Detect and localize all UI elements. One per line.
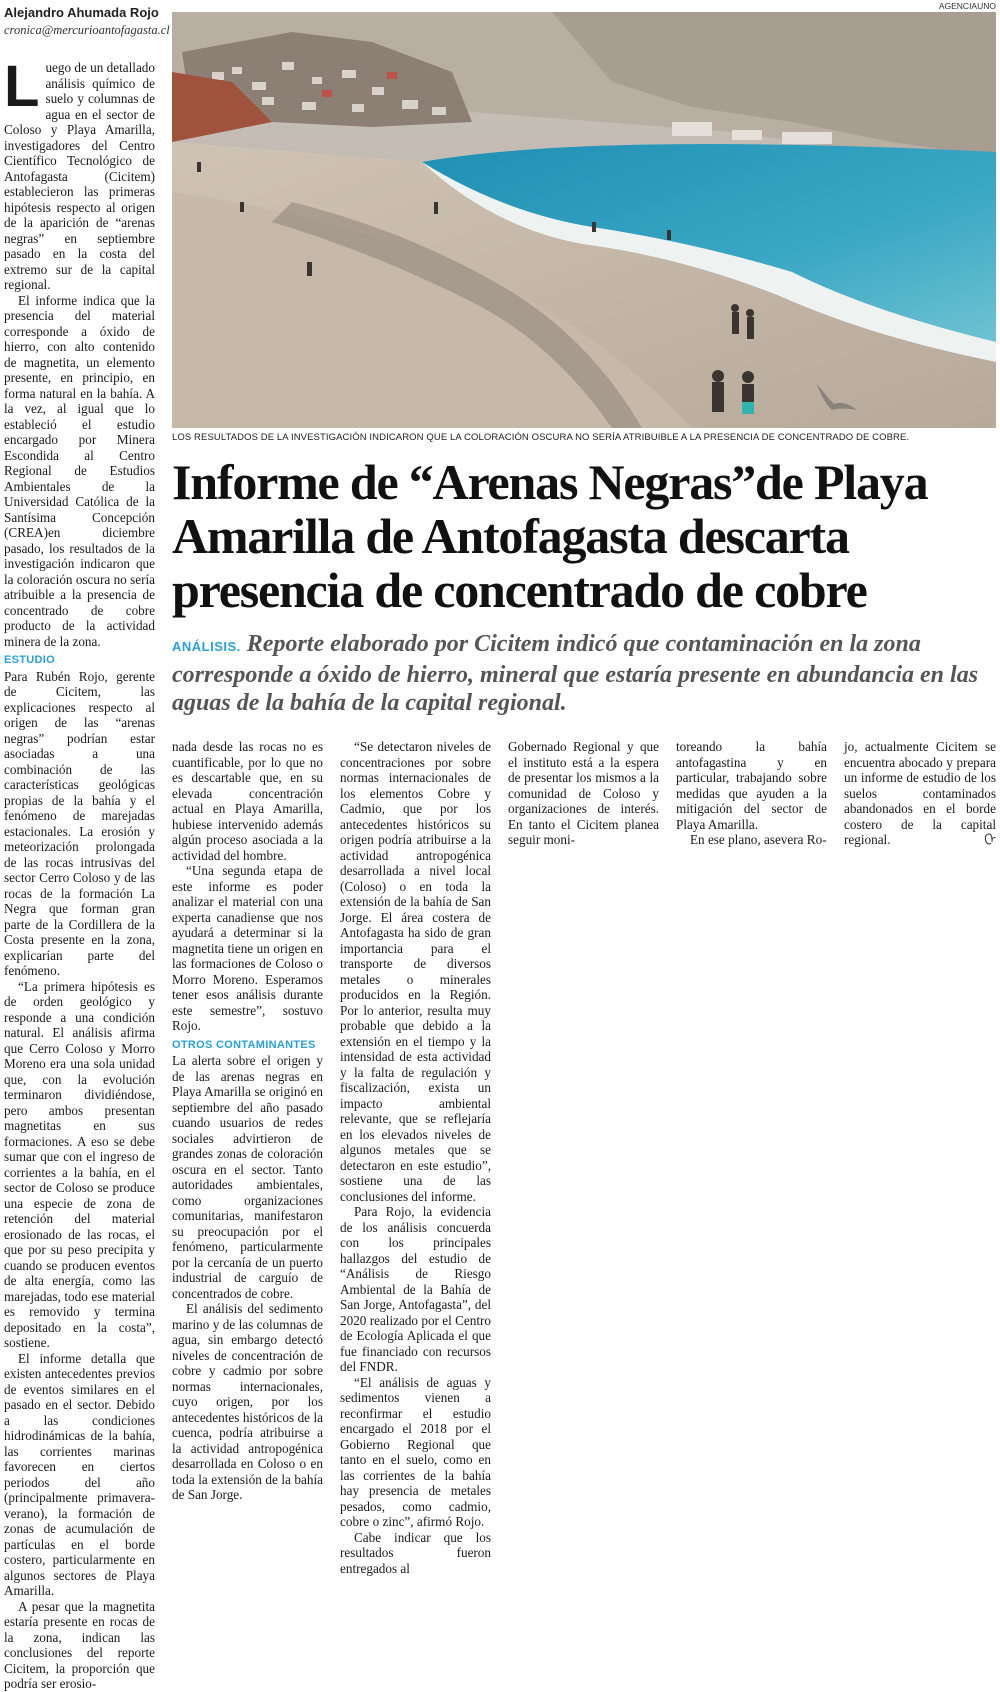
paragraph [844, 739, 996, 848]
paragraph: “Una segunda etapa de este informe es poder analizar el material con una experta canadiense que nos ayudará a determinar si la magnetita tiene un origen en las formaciones de Coloso o Morro Moreno. Esperamos tener esos análisis durante este semestre”, sostuvo Rojo. [172, 863, 323, 1033]
article-column-1 [4, 54, 155, 1692]
subheading-estudio: ESTUDIO [4, 654, 55, 666]
paragraph: A pesar que la magnetita estaría presente en rocas de la zona, indican las conclusiones del reporte Cicitem, la proporción que podría ser erosio- [4, 1598, 155, 1691]
article-column-6 [844, 739, 996, 848]
paragraph: Gobernado Regional y que el instituto está a la espera de presentar los mismos a la comunidad de Coloso y organizaciones de interés. En tanto el Cicitem planea seguir moni- [508, 739, 659, 847]
paragraph: toreando la bahía antofagastina y en particular, trabajando sobre medidas que ayuden a la mitigación del sector de Playa Amarilla. [676, 739, 827, 832]
paragraph: uego de un detallado análisis químico de suelo y columnas de agua en el sector de Coloso y Playa Amarilla, investigadores del Centro Científico Tecnológico de Antofagasta (Cicitem) establecieron las primeras hipótesis respecto al origen de la aparición de “arenas negras” en septiembre pasado en la costa del extremo sur de la capital regional. [4, 60, 155, 292]
paragraph: La alerta sobre el origen y de las arenas negras en Playa Amarilla se originó en septiembre del año pasado cuando usuarios de redes sociales advirtieron de grandes zonas de coloración oscura en el sector. Tanto autoridades ambientales, como organizaciones comunitarias, manifestaron su preocupación por el fenómeno, particularmente por la cercanía de un puerto industrial de carguío de concentrados de cobre. [172, 1053, 323, 1301]
deck [172, 630, 996, 717]
paragraph: Cabe indicar que los resultados fueron entregados al [340, 1529, 491, 1576]
article-column-5 [676, 739, 827, 848]
beach-photo [172, 12, 996, 428]
author-email: cronica@mercurioantofagasta.cl [4, 23, 170, 37]
paragraph: “Se detectaron niveles de concentraciones por sobre normas internacionales de los elementos Cobre y Cadmio, que por los antecedentes históricos su origen podría atribuirse a la actividad antropogénica desarrollada a nivel local (Coloso) o en toda la extensión de la bahía de San Jorge. El área costera de Antofagasta ha sido de gran importancia para el transporte de diversos metales o minerales producidos en la Región. Por lo anterior, resulta muy probable que debido a la extensión en el tiempo y la intensidad de esta actividad y la falta de regulación y fiscalización, exista un impacto ambiental relevante, que se reflejaría en los elevados niveles de algunos metales que se detectaron en este estudio”, sostiene una de las conclusiones del informe. [340, 739, 491, 1204]
paragraph: “El análisis de aguas y sedimentos vienen a reconfirmar el estudio encargado el 2018 por el Gobierno Regional que tanto en el suelo, como en las corrientes de la bahía hay presencia de metales pesados, como cadmio, cobre o zinc”, afirmó Rojo. [340, 1374, 491, 1529]
paragraph: Para Rubén Rojo, gerente de Cicitem, las explicaciones respecto al origen de las “arenas negras” podrían estar asociadas a una combinación de las características geológicas propias de la bahía y el fenómeno de marejadas estacionales. La erosión y meteorización prolongada de las rocas intrusivas del sector Cerro Coloso y de las rocas de la formación La Negra que forman gran parte de la Cordillera de la Costa presente en la zona, explicarían parte del fenómeno. [4, 668, 155, 978]
paragraph-text: jo, actualmente Cicitem se encuentra abocado y prepara un informe de estudio de los suelos contaminados abandonados en el borde costero de la capital regional. [844, 739, 996, 847]
article-column-4 [508, 739, 659, 848]
paragraph: nada desde las rocas no es cuantificable, por lo que no es descartable que, en su elevada concentración actual en Playa Amarilla, hubiese intervenido además algún proceso asociada a la actividad del hombre. [172, 739, 323, 863]
deck-tag: ANÁLISIS. [172, 639, 241, 654]
headline: Informe de “Arenas Negras”de Playa Amarilla de Antofagasta descarta presencia de concentrado de cobre [172, 454, 928, 618]
deck-text: Reporte elaborado por Cicitem indicó que contaminación en la zona corresponde a óxido de hierro, mineral que estaría presente en abundancia en las aguas de la bahía de la capital regional. [172, 631, 979, 716]
paragraph: El informe detalla que existen antecedentes previos de eventos similares en el pasado en el sector. Debido a las condiciones hidrodinámicas de la bahía, las corrientes marinas favorecen en ciertos periodos del año (principalmente primavera-verano), la formación de zonas de acumulación de partículas en el borde costero, particularmente en algunos sectores de Playa Amarilla. [4, 1350, 155, 1598]
subheading-otros-contaminantes: OTROS CONTAMINANTES [172, 1038, 316, 1051]
paragraph: El análisis del sedimento marino y de las columnas de agua, sin embargo detectó niveles de concentración de cobre y cadmio por sobre normas internacionales, cuyo origen, por los antecedentes históricos de la cuenca, podría atribuirse a la actividad antropogénica desarrollada en Coloso o en toda la extensión de la bahía de San Jorge. [172, 1301, 323, 1502]
article-column-3 [340, 739, 491, 1576]
paragraph: El informe indica que la presencia del material corresponde a óxido de hierro, con alto contenido de magnetita, un elemento presente, en principio, en forma natural en la bahía. A la vez, al igual que lo estableció el estudio encargado por Minera Escondida al Centro Regional de Estudios Ambientales de la Universidad Católica de la Santísima Concepción (CREA)en diciembre pasado, los resultados de la investigación indicaron que la coloración oscura no sería atribuible a la presencia de concentrado de cobre producto de la actividad minera de la zona. [4, 292, 155, 649]
photo-credit: AGENCIAUNO [938, 1, 996, 11]
paragraph: En ese plano, asevera Ro- [690, 832, 827, 847]
paragraph: “La primera hipótesis es de orden geológico y responde a una condición natural. El análisis afirma que Cerro Coloso y Morro Moreno era una sola unidad que, con la evolución terminaron dividiéndose, pero ambos presentan magnetitas en sus formaciones. A eso se debe sumar que con el ingreso de corrientes a la bahía, en el sector de Coloso se produce una especie de zona de retención del material erosionado de las rocas, el que por su peso precipita y cuando se producen eventos de alta energía, como las marejadas, todo ese material es removido y termina depositado en la costa”, sostiene. [4, 978, 155, 1350]
article-column-2 [172, 739, 323, 1503]
photo-caption: LOS RESULTADOS DE LA INVESTIGACIÓN INDICARON QUE LA COLORACIÓN OSCURA NO SERÍA ATRIBUIBLE A LA PRESENCIA DE CONCENTRADO DE COBRE. [172, 432, 910, 443]
end-mark-icon: ᢕ [984, 832, 996, 847]
author-name: Alejandro Ahumada Rojo [4, 5, 159, 20]
drop-cap: L [4, 54, 40, 119]
paragraph: Para Rojo, la evidencia de los análisis concuerda con los principales hallazgos del estudio de “Análisis de Riesgo Ambiental de la Bahía de San Jorge, Antofagasta”, del 2020 realizado por el Centro de Ecología Aplicada el que fue financiado con recursos del FNDR. [340, 1204, 491, 1374]
